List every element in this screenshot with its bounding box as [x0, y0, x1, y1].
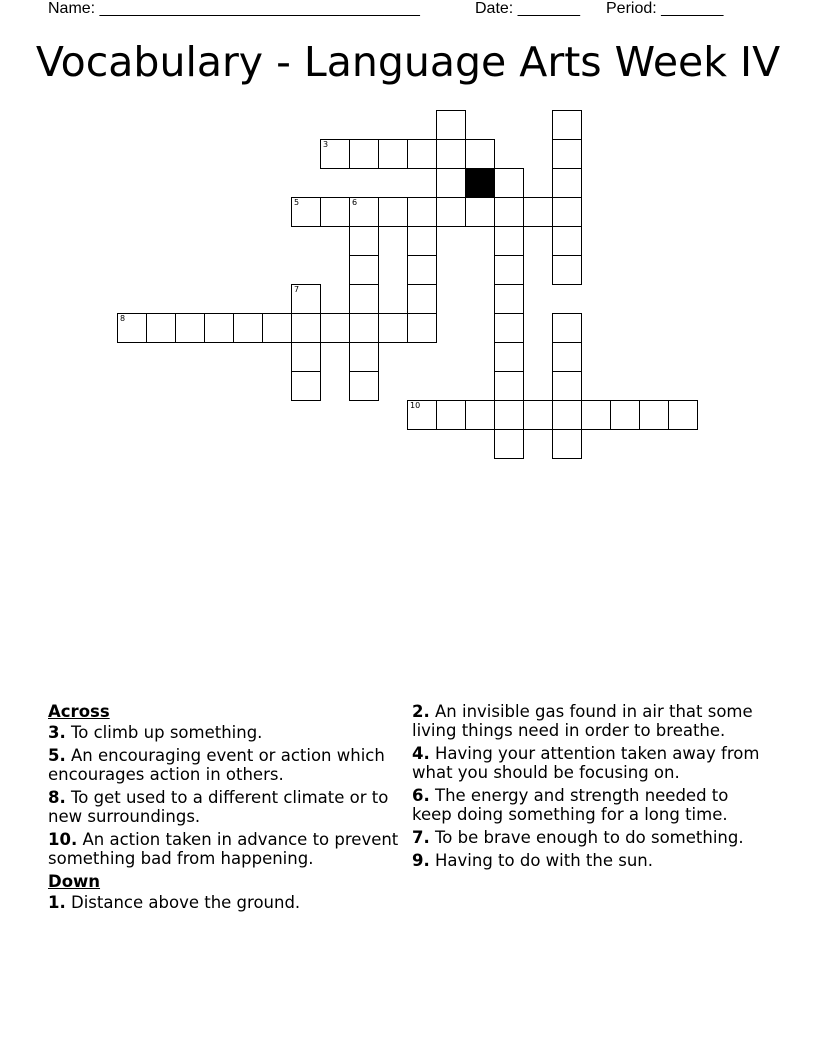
clue-number: 7. — [412, 828, 430, 847]
grid-cell[interactable] — [175, 313, 205, 343]
clues-column-left — [48, 702, 408, 916]
clue-down-1 — [48, 893, 408, 912]
clue-text: To get used to a different climate or to new surroundings. — [48, 788, 389, 826]
clue-text: To be brave enough to do something. — [435, 828, 744, 847]
clue-number: 1. — [48, 893, 66, 912]
grid-cell[interactable] — [349, 284, 379, 314]
grid-cell[interactable] — [349, 342, 379, 372]
grid-cell[interactable] — [407, 139, 437, 169]
clue-text: Having to do with the sun. — [435, 851, 653, 870]
grid-cell[interactable] — [436, 139, 466, 169]
grid-cell[interactable] — [668, 400, 698, 430]
clue-number-label: 10 — [410, 401, 421, 410]
grid-cell[interactable] — [552, 139, 582, 169]
clue-number: 9. — [412, 851, 430, 870]
grid-cell[interactable] — [146, 313, 176, 343]
clue-text: The energy and strength needed to keep doing something for a long time. — [412, 786, 729, 824]
grid-cell[interactable] — [349, 313, 379, 343]
grid-cell[interactable] — [639, 400, 669, 430]
grid-cell[interactable] — [552, 168, 582, 198]
grid-cell[interactable] — [465, 139, 495, 169]
grid-cell[interactable] — [552, 429, 582, 459]
grid-cell[interactable] — [552, 226, 582, 256]
grid-cell[interactable] — [291, 371, 321, 401]
grid-cell[interactable] — [494, 255, 524, 285]
grid-cell[interactable] — [320, 313, 350, 343]
grid-cell[interactable] — [610, 400, 640, 430]
grid-cell[interactable] — [378, 139, 408, 169]
clue-across-3 — [48, 723, 408, 742]
grid-cell[interactable] — [552, 313, 582, 343]
clue-text: An encouraging event or action which encourages action in others. — [48, 746, 385, 784]
grid-cell[interactable] — [465, 197, 495, 227]
grid-cell[interactable] — [233, 313, 263, 343]
clue-down-6 — [412, 786, 762, 824]
page-title: Vocabulary - Language Arts Week IV — [35, 38, 781, 86]
clue-across-5 — [48, 746, 408, 784]
grid-cell[interactable] — [378, 197, 408, 227]
clue-across-10 — [48, 830, 408, 868]
down-heading: Down — [48, 872, 101, 891]
across-heading: Across — [48, 702, 110, 721]
grid-cell[interactable] — [407, 255, 437, 285]
grid-cell[interactable] — [552, 400, 582, 430]
grid-cell[interactable] — [523, 197, 553, 227]
grid-cell[interactable] — [581, 400, 611, 430]
grid-cell[interactable] — [523, 400, 553, 430]
grid-cell[interactable] — [494, 429, 524, 459]
grid-cell[interactable] — [494, 371, 524, 401]
grid-cell[interactable] — [436, 400, 466, 430]
grid-cell[interactable] — [494, 342, 524, 372]
clue-number-label: 8 — [120, 314, 126, 323]
grid-cell[interactable] — [436, 168, 466, 198]
grid-cell[interactable] — [407, 226, 437, 256]
clue-number: 8. — [48, 788, 66, 807]
clue-number: 2. — [412, 702, 430, 721]
grid-cell[interactable] — [291, 197, 321, 227]
grid-cell[interactable] — [407, 197, 437, 227]
clue-number: 5. — [48, 746, 66, 765]
grid-cell[interactable] — [407, 284, 437, 314]
grid-cell[interactable] — [291, 342, 321, 372]
grid-cell[interactable] — [552, 255, 582, 285]
grid-cell[interactable] — [407, 313, 437, 343]
grid-cell[interactable] — [494, 168, 524, 198]
grid-cell[interactable] — [320, 139, 350, 169]
clue-text: Having your attention taken away from what you should be focusing on. — [412, 744, 760, 782]
grid-cell[interactable] — [349, 255, 379, 285]
grid-cell[interactable] — [349, 139, 379, 169]
clue-number: 3. — [48, 723, 66, 742]
clue-text: To climb up something. — [71, 723, 263, 742]
grid-cell[interactable] — [436, 197, 466, 227]
grid-cell[interactable] — [407, 400, 437, 430]
grid-cell[interactable] — [494, 226, 524, 256]
clue-down-9 — [412, 851, 762, 870]
grid-cell[interactable] — [117, 313, 147, 343]
grid-cell[interactable] — [262, 313, 292, 343]
clue-text: Distance above the ground. — [71, 893, 301, 912]
grid-cell[interactable] — [494, 284, 524, 314]
grid-cell[interactable] — [552, 197, 582, 227]
crossword-grid — [0, 0, 816, 470]
clue-text: An action taken in advance to prevent something bad from happening. — [48, 830, 399, 868]
clue-number-label: 7 — [294, 285, 300, 294]
grid-cell[interactable] — [204, 313, 234, 343]
grid-cell[interactable] — [349, 371, 379, 401]
clue-number-label: 6 — [352, 198, 358, 207]
grid-cell[interactable] — [465, 400, 495, 430]
clue-down-2 — [412, 702, 762, 740]
grid-cell[interactable] — [552, 110, 582, 140]
grid-cell[interactable] — [494, 197, 524, 227]
grid-cell[interactable] — [436, 110, 466, 140]
clue-down-4 — [412, 744, 762, 782]
grid-cell[interactable] — [494, 400, 524, 430]
clue-down-7 — [412, 828, 762, 847]
clue-text: An invisible gas found in air that some living things need in order to breathe. — [412, 702, 753, 740]
grid-cell[interactable] — [291, 284, 321, 314]
grid-cell[interactable] — [291, 313, 321, 343]
clue-number: 10. — [48, 830, 78, 849]
clue-number: 6. — [412, 786, 430, 805]
clues-column-right — [412, 702, 762, 874]
grid-cell[interactable] — [378, 313, 408, 343]
name-field-label: Name: ____________________________________ — [48, 0, 420, 17]
date-field-label: Date: _______ — [475, 0, 580, 17]
clue-number-label: 4 — [468, 169, 474, 178]
grid-cell[interactable] — [349, 226, 379, 256]
clue-across-8 — [48, 788, 408, 826]
grid-block — [465, 168, 495, 198]
grid-cell[interactable] — [349, 197, 379, 227]
grid-cell[interactable] — [552, 371, 582, 401]
grid-cell[interactable] — [494, 313, 524, 343]
grid-cell[interactable] — [320, 197, 350, 227]
clue-number-label: 3 — [323, 140, 329, 149]
clue-number: 4. — [412, 744, 430, 763]
period-field-label: Period: _______ — [606, 0, 724, 17]
grid-cell[interactable] — [552, 342, 582, 372]
clue-number-label: 5 — [294, 198, 300, 207]
